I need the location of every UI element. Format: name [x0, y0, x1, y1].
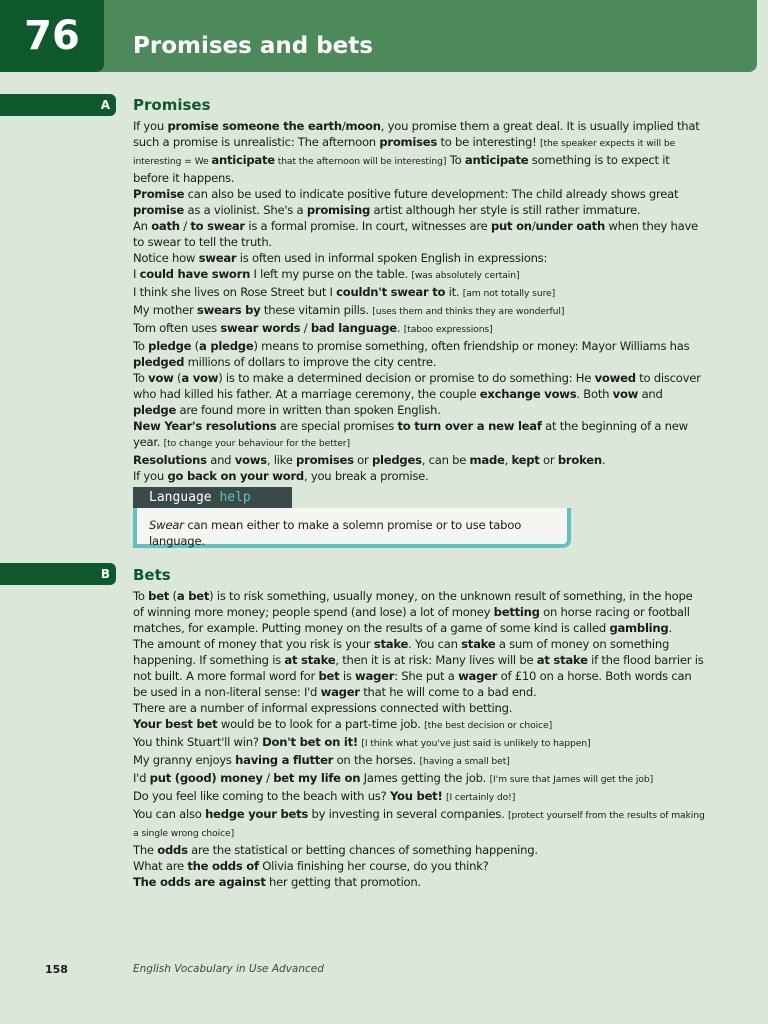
- section-a-tab: [0, 94, 116, 116]
- text-run: If you: [133, 469, 168, 483]
- key-term: promises: [379, 135, 438, 149]
- paragraph: [133, 452, 705, 468]
- explanation-note: [the speaker expects it will be interesting = We: [133, 138, 676, 167]
- language-help-label-text: Language: [149, 490, 220, 505]
- key-term: wager: [320, 685, 360, 699]
- text-run: You think Stuart'll win?: [133, 735, 263, 749]
- key-term: promise: [133, 203, 185, 217]
- paragraph: [133, 588, 705, 636]
- key-term: exchange vows: [479, 387, 577, 401]
- text-run: if the flood barrier is not built. A more formal word for: [133, 653, 704, 683]
- text-run: of £10 on a horse. Both words can be used in a non-literal sense: I'd: [133, 669, 692, 699]
- text-run: are special promises: [276, 419, 398, 433]
- paragraph: [133, 302, 705, 320]
- key-term: bet my life on: [273, 771, 361, 785]
- paragraph: [133, 118, 705, 186]
- explanation-note: [protect yourself from the results of making a single wrong choice]: [133, 810, 705, 839]
- text-run: /: [531, 219, 536, 233]
- key-term: couldn't swear to: [336, 285, 446, 299]
- text-run: to discover who had killed his father. At a marriage ceremony, the couple: [133, 371, 701, 401]
- key-term: a vow: [181, 371, 219, 385]
- key-term: anticipate: [211, 153, 275, 167]
- text-run: : She put a: [394, 669, 459, 683]
- section-a-letter: A: [100, 98, 110, 112]
- text-run: To: [133, 371, 149, 385]
- key-term: bet: [318, 669, 340, 683]
- unit-number: 76: [0, 0, 104, 72]
- unit-title: Promises and bets: [133, 33, 373, 59]
- key-term: gambling: [609, 621, 669, 635]
- explanation-note: [was absolutely certain]: [411, 270, 520, 281]
- paragraph: [133, 218, 705, 250]
- paragraph: [133, 338, 705, 370]
- text-run: My mother: [133, 303, 197, 317]
- key-term: to turn over a new leaf: [397, 419, 542, 433]
- text-run: as a violinist. She's a: [184, 203, 307, 217]
- language-help-label-accent: help: [219, 490, 251, 505]
- text-run: are the statistical or betting chances of something happening.: [187, 843, 538, 857]
- key-term: to swear: [190, 219, 245, 233]
- key-term: You bet!: [389, 789, 443, 803]
- text-run: /: [300, 321, 311, 335]
- key-term: broken: [557, 453, 602, 467]
- key-term: at stake: [536, 653, 588, 667]
- text-run: ) is to make a determined decision or promise to do something: He: [218, 371, 595, 385]
- text-run: An: [133, 219, 152, 233]
- section-a-heading: Promises: [133, 96, 211, 114]
- key-term: promise someone the earth: [167, 119, 342, 133]
- paragraph: [133, 752, 705, 770]
- text-run: are found more in written than spoken English.: [176, 403, 441, 417]
- paragraph: [133, 734, 705, 752]
- text-run: these vitamin pills.: [260, 303, 373, 317]
- text-run: ) means to promise something, often friendship or money: Mayor Williams has: [253, 339, 690, 353]
- section-a-body: [133, 118, 705, 484]
- key-term: odds: [157, 843, 188, 857]
- text-run: at the beginning of a new year.: [133, 419, 688, 449]
- language-help-term: Swear: [149, 518, 184, 532]
- section-b-letter: B: [100, 567, 110, 581]
- text-run: by investing in several companies.: [308, 807, 508, 821]
- key-term: promises: [296, 453, 354, 467]
- key-term: Resolutions: [133, 453, 207, 467]
- paragraph: [133, 874, 705, 890]
- explanation-note: [I'm sure that James will get the job]: [489, 774, 654, 785]
- text-run: I'd: [133, 771, 150, 785]
- language-help-label: [133, 487, 292, 508]
- key-term: wager: [355, 669, 395, 683]
- key-term: put on: [490, 219, 532, 233]
- key-term: New Year's resolutions: [133, 419, 277, 433]
- text-run: (: [191, 339, 199, 353]
- key-term: anticipate: [464, 153, 529, 167]
- text-run: Olivia finishing her course, do you think?: [258, 859, 489, 873]
- paragraph: [133, 858, 705, 874]
- text-run: To: [133, 339, 149, 353]
- key-term: made: [469, 453, 505, 467]
- paragraph: [133, 788, 705, 806]
- key-term: at stake: [284, 653, 336, 667]
- text-run: , like: [266, 453, 297, 467]
- text-run: . You can: [408, 637, 462, 651]
- text-run: There are a number of informal expressions connected with betting.: [133, 701, 513, 715]
- paragraph: [133, 186, 705, 218]
- text-run: .: [668, 621, 672, 635]
- key-term: promising: [306, 203, 371, 217]
- key-term: could have sworn: [139, 267, 251, 281]
- text-run: is a formal promise. In court, witnesses are: [244, 219, 491, 233]
- paragraph: [133, 266, 705, 284]
- text-run: is: [339, 669, 356, 683]
- text-run: it.: [445, 285, 463, 299]
- explanation-note: that the afternoon will be interesting]: [274, 156, 447, 167]
- text-run: James getting the job.: [360, 771, 490, 785]
- explanation-note: [to change your behaviour for the better]: [163, 438, 350, 449]
- text-run: If you: [133, 119, 168, 133]
- text-run: , you promise them a great deal. It is usually implied that such a promise is unrealistic: The afternoon: [133, 119, 700, 149]
- text-run: is often used in informal spoken English in expressions:: [236, 251, 548, 265]
- paragraph: [133, 320, 705, 338]
- text-run: a sum of money on something happening. If something is: [133, 637, 670, 667]
- key-term: the odds of: [187, 859, 259, 873]
- text-run: ) is to risk something, usually money, on the unknown result of something, in the hope of winning more money; people spend (and lose) a lot of money: [133, 589, 693, 619]
- text-run: .: [396, 321, 404, 335]
- key-term: vowed: [594, 371, 636, 385]
- explanation-note: [uses them and thinks they are wonderful]: [372, 306, 565, 317]
- text-run: and: [206, 453, 235, 467]
- text-run: or: [539, 453, 558, 467]
- key-term: pledge: [133, 403, 177, 417]
- explanation-note: [the best decision or choice]: [424, 720, 553, 731]
- key-term: Promise: [133, 187, 185, 201]
- key-term: moon: [345, 119, 381, 133]
- paragraph: [133, 418, 705, 452]
- text-run: can also be used to indicate positive future development: The child already shows great: [184, 187, 679, 201]
- paragraph: [133, 806, 705, 842]
- key-term: bad language: [310, 321, 397, 335]
- key-term: a pledge: [198, 339, 254, 353]
- book-title: English Vocabulary in Use Advanced: [133, 963, 324, 975]
- unit-header: [0, 0, 757, 72]
- text-run: on the horses.: [333, 753, 420, 767]
- text-run: ,: [504, 453, 512, 467]
- key-term: swear: [198, 251, 237, 265]
- text-run: artist although her style is still rather immature.: [370, 203, 641, 217]
- language-help-text: can mean either to make a solemn promise or to use taboo language.: [149, 518, 522, 548]
- page-number: 158: [45, 963, 68, 976]
- key-term: stake: [461, 637, 496, 651]
- text-run: that he will come to a bad end.: [359, 685, 537, 699]
- section-b-tab: [0, 563, 116, 585]
- key-term: pledged: [133, 355, 185, 369]
- paragraph: [133, 370, 705, 418]
- text-run: My granny enjoys: [133, 753, 236, 767]
- explanation-note: [taboo expressions]: [403, 324, 493, 335]
- key-term: under oath: [535, 219, 605, 233]
- key-term: bet: [148, 589, 170, 603]
- language-help-box: [133, 508, 571, 548]
- text-run: Do you feel like coming to the beach with us?: [133, 789, 390, 803]
- paragraph: [133, 636, 705, 700]
- key-term: stake: [373, 637, 409, 651]
- text-run: . Both: [576, 387, 613, 401]
- paragraph: [133, 770, 705, 788]
- key-term: oath: [151, 219, 180, 233]
- text-run: /: [341, 119, 346, 133]
- explanation-note: [I certainly do!]: [445, 792, 516, 803]
- explanation-note: [am not totally sure]: [462, 288, 556, 299]
- paragraph: [133, 250, 705, 266]
- key-term: a bet: [176, 589, 210, 603]
- text-run: The: [133, 843, 158, 857]
- text-run: I think she lives on Rose Street but I: [133, 285, 337, 299]
- text-run: /: [179, 219, 191, 233]
- key-term: kept: [511, 453, 540, 467]
- text-run: I: [133, 267, 140, 281]
- text-run: Tom often uses: [133, 321, 221, 335]
- text-run: To: [446, 153, 465, 167]
- text-run: millions of dollars to improve the city centre.: [184, 355, 437, 369]
- key-term: go back on your word: [167, 469, 304, 483]
- key-term: betting: [493, 605, 540, 619]
- key-term: pledge: [148, 339, 192, 353]
- text-run: on horse racing or football matches, for example. Putting money on the results of a game of some kind is called: [133, 605, 690, 635]
- paragraph: [133, 716, 705, 734]
- key-term: having a flutter: [235, 753, 334, 767]
- text-run: something is to expect it before it happens.: [133, 153, 670, 185]
- key-term: hedge your bets: [205, 807, 309, 821]
- paragraph: [133, 284, 705, 302]
- text-run: and: [638, 387, 663, 401]
- text-run: , you break a promise.: [303, 469, 429, 483]
- text-run: when they have to swear to tell the truth.: [133, 219, 698, 249]
- paragraph: [133, 468, 705, 484]
- key-term: vow: [612, 387, 639, 401]
- text-run: or: [353, 453, 372, 467]
- key-term: vow: [148, 371, 174, 385]
- explanation-note: [I think what you've just said is unlikely to happen]: [361, 738, 591, 749]
- text-run: , can be: [421, 453, 470, 467]
- text-run: (: [169, 589, 177, 603]
- key-term: put (good) money: [149, 771, 263, 785]
- key-term: Your best bet: [133, 717, 218, 731]
- paragraph: [133, 842, 705, 858]
- text-run: /: [262, 771, 274, 785]
- section-b-body: [133, 588, 705, 890]
- text-run: The amount of money that you risk is your: [133, 637, 374, 651]
- paragraph: [133, 700, 705, 716]
- key-term: wager: [458, 669, 498, 683]
- key-term: swears by: [196, 303, 261, 317]
- section-b-heading: Bets: [133, 566, 171, 584]
- key-term: Don't bet on it!: [262, 735, 358, 749]
- text-run: (: [173, 371, 182, 385]
- key-term: The odds are against: [133, 875, 266, 889]
- text-run: Notice how: [133, 251, 199, 265]
- text-run: You can also: [133, 807, 206, 821]
- key-term: pledges: [371, 453, 422, 467]
- key-term: vows: [234, 453, 267, 467]
- key-term: swear words: [220, 321, 301, 335]
- text-run: , then it is at risk: Many lives will be: [335, 653, 537, 667]
- text-run: would be to look for a part-time job.: [217, 717, 425, 731]
- text-run: What are: [133, 859, 188, 873]
- text-run: I left my purse on the table.: [250, 267, 412, 281]
- explanation-note: [having a small bet]: [419, 756, 510, 767]
- text-run: .: [601, 453, 606, 467]
- text-run: To: [133, 589, 149, 603]
- text-run: her getting that promotion.: [265, 875, 421, 889]
- text-run: to be interesting!: [437, 135, 540, 149]
